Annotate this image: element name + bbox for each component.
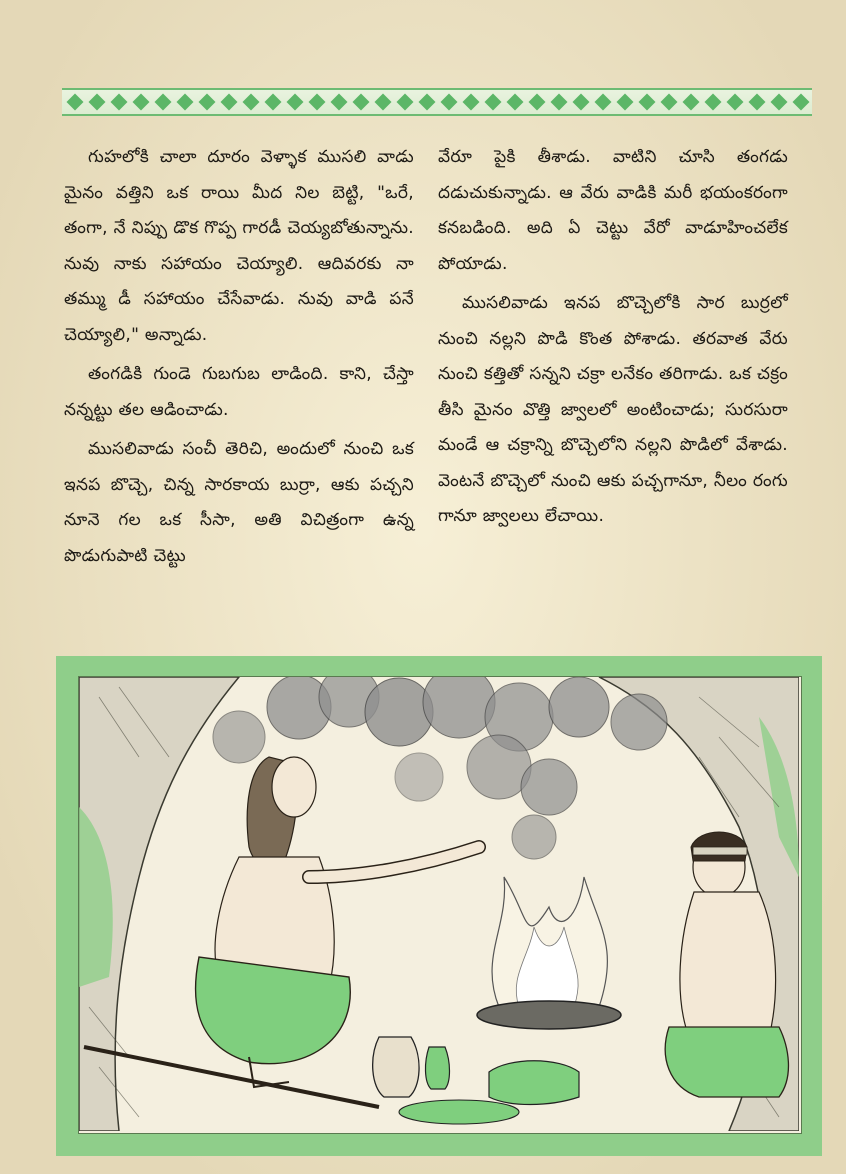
text-column-right [438, 140, 788, 539]
headband [693, 847, 747, 855]
border-diamond [177, 94, 194, 111]
border-diamond [639, 94, 656, 111]
iron-bowl [477, 1001, 621, 1029]
border-diamond [793, 94, 810, 111]
border-diamond [617, 94, 634, 111]
rope-coil [399, 1100, 519, 1124]
border-diamond [441, 94, 458, 111]
border-ornament-row [62, 96, 812, 108]
border-diamond [265, 94, 282, 111]
paragraph: తంగడికి గుండె గుబగుబ లాడింది. కాని, చేస్తా నన్నట్టు తల ఆడించాడు. [64, 364, 414, 420]
border-diamond [683, 94, 700, 111]
border-diamond [463, 94, 480, 111]
border-diamond [529, 94, 546, 111]
border-diamond [155, 94, 172, 111]
border-diamond [133, 94, 150, 111]
border-diamond [397, 94, 414, 111]
paragraph: ముసలివాడు సంచీ తెరిచి, అందులో నుంచి ఒక ఇనప బొచ్చె, చిన్న సారకాయ బుర్రా, ఆకు పచ్చని నూనె గల ఒక సీసా, అతి విచిత్రంగా ఉన్న పొడుగుపాటి చెట్టు [64, 439, 414, 566]
border-diamond [353, 94, 370, 111]
border-diamond [485, 94, 502, 111]
walking-stick [84, 1047, 379, 1107]
head [272, 757, 316, 817]
border-diamond [375, 94, 392, 111]
border-diamond [89, 94, 106, 111]
border-diamond [507, 94, 524, 111]
border-diamond [419, 94, 436, 111]
paragraph: వేరూ పైకి తీశాడు. వాటిని చూసి తంగడు దడుచుకున్నాడు. ఆ వేరు వాడికి మరీ భయంకరంగా కనబడింది. అది ఏ చెట్టు వేరో వాడూహించలేక పోయాడు. [438, 147, 788, 274]
border-diamond [595, 94, 612, 111]
boy-hair [691, 832, 747, 861]
decorative-border-band [62, 88, 812, 116]
cloth-bag [489, 1061, 579, 1105]
border-diamond [573, 94, 590, 111]
border-diamond [309, 94, 326, 111]
boy-cloth [665, 1027, 788, 1097]
border-diamond [287, 94, 304, 111]
paragraph: గుహలోకి చాలా దూరం వెళ్ళాక ముసలి వాడు మైనం వత్తిని ఒక రాయి మీద నిల బెట్టి, "ఒరే, తంగా, నే నిప్పు డొక గొప్ప గారడీ చెయ్యబోతున్నాను. నువు నాకు సహాయం చెయ్యాలి. ఆదివరకు నా తమ్ము డీ సహాయం చేసేవాడు. నువు వాడి పనే చెయ్యాలి," అన్నాడు. [64, 147, 414, 345]
green-bottle [425, 1047, 449, 1089]
border-diamond [661, 94, 678, 111]
border-diamond [221, 94, 238, 111]
text-column-left [64, 140, 414, 578]
fire [477, 877, 621, 1029]
border-diamond [111, 94, 128, 111]
border-diamond [331, 94, 348, 111]
border-diamond [243, 94, 260, 111]
gourd-jar [373, 1037, 419, 1097]
border-diamond [705, 94, 722, 111]
border-diamond [727, 94, 744, 111]
boy-torso [680, 892, 776, 1037]
border-diamond [771, 94, 788, 111]
border-diamond [199, 94, 216, 111]
cave-fire-scene [79, 677, 799, 1131]
border-diamond [67, 94, 84, 111]
paragraph: ముసలివాడు ఇనప బొచ్చెలోకి సార బుర్రలో నుంచి నల్లని పొడి కొంత పోశాడు. తరవాత వేరు నుంచి కత్తితో సన్నని చక్రా లనేకం తరిగాడు. ఒక చక్రం తీసి మైనం వొత్తి జ్వాలలో అంటించాడు; సురసురా మండే ఆ చక్రాన్ని బొచ్చెలోని నల్లని పొడిలో వేశాడు. వెంటనే బొచ్చెలో నుంచి ఆకు పచ్చగానూ, నీలం రంగు గానూ జ్వాలలు లేచాయి. [438, 293, 788, 526]
old-man-figure [196, 757, 479, 1087]
illustration-frame [56, 656, 822, 1156]
border-diamond [551, 94, 568, 111]
border-diamond [749, 94, 766, 111]
illustration [78, 676, 802, 1134]
